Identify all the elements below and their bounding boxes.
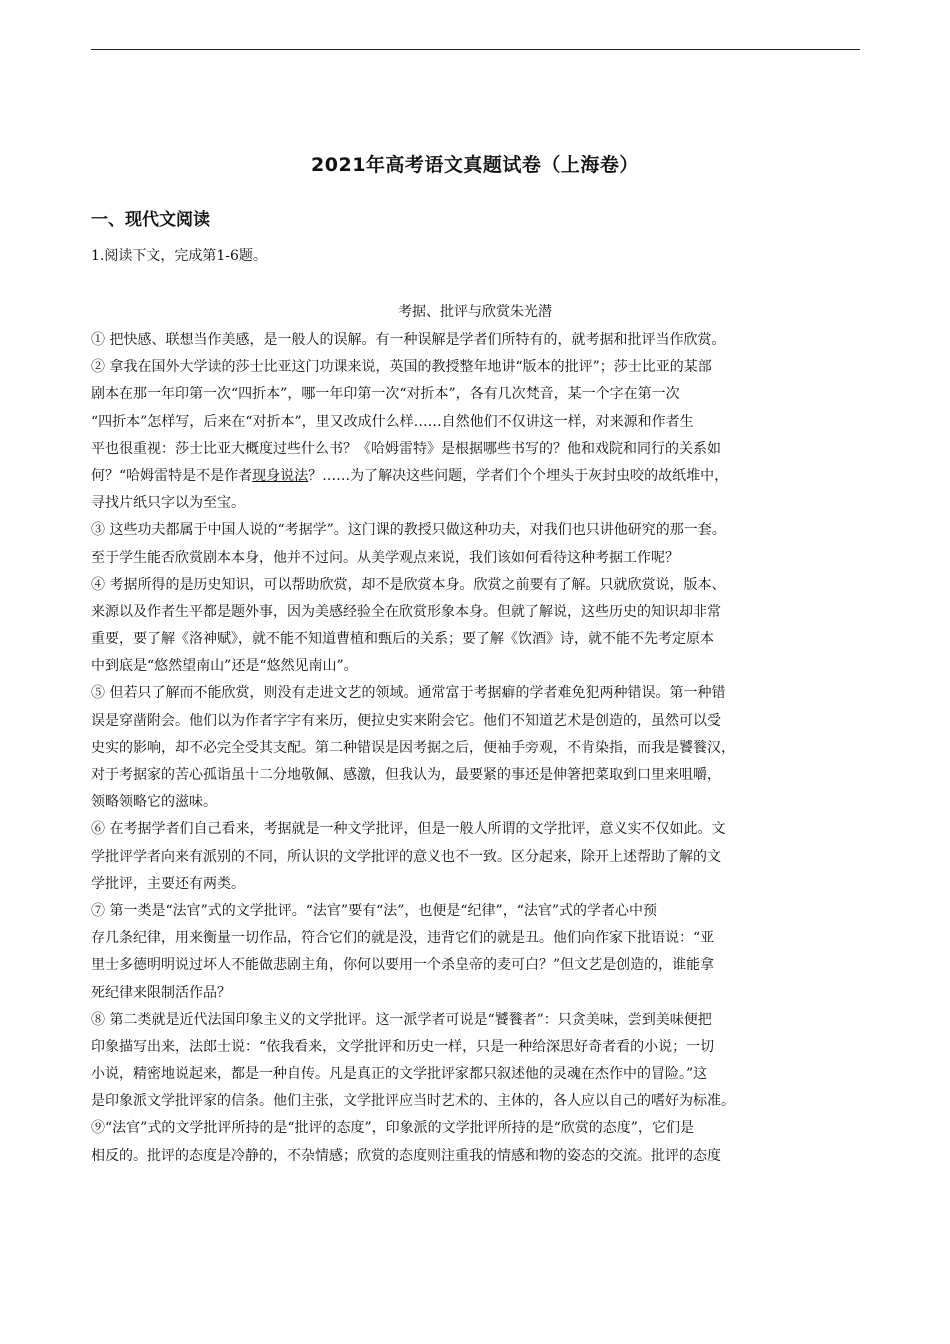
question-instruction: 1.阅读下文，完成第1-6题。 (91, 248, 267, 264)
text-line: ⑧ 第二类就是近代法国印象主义的文学批评。这一派学者可说是“饕餮者”：只贪美味，尝到美味便把 (91, 1011, 712, 1028)
text-line: 学批评，主要还有两类。 (91, 875, 245, 892)
text-line: 重要，要了解《洛神赋》，就不能不知道曹植和甄后的关系；要了解《饮酒》诗，就不能不先考定原本 (91, 631, 714, 648)
text-line: ⑥ 在考据学者们自己看来，考据就是一种文学批评，但是一般人所谓的文学批评，意义实不仅如此。文 (91, 821, 726, 838)
text-line: 是印象派文学批评家的信条。他们主张，文学批评应当时艺术的、主体的，各人应以自己的嗜好为标准。 (91, 1093, 735, 1110)
text-line: 至于学生能否欣赏剧本本身，他并不过问。从美学观点来说，我们该如何看待这种考据工作呢？ (91, 549, 679, 566)
text-line: 中到底是“悠然望南山”还是“悠然见南山”。 (91, 658, 358, 675)
text-line: 寻找片纸只字以为至宝。 (91, 495, 245, 512)
text-line: 剧本在那一年印第一次“四折本”，哪一年印第一次“对折本”，各有几次梵音，某一个字在第一次 (91, 386, 680, 403)
text-line: ④ 考据所得的是历史知识，可以帮助欣赏，却不是欣赏本身。欣赏之前要有了解。只就欣赏说，版本、 (91, 576, 726, 593)
underlined-phrase: 现身说法 (252, 467, 309, 484)
text-line: 相反的。批评的态度是冷静的，不杂情感；欣赏的态度则注重我的情感和物的姿态的交流。批评的态度 (91, 1147, 721, 1164)
text-line: ⑤ 但若只了解而不能欣赏，则没有走进文艺的领域。通常富于考据癖的学者难免犯两种错误。第一种错 (91, 685, 726, 702)
text-line: 存几条纪律，用来衡量一切作品，符合它们的就是没，违背它们的就是丑。他们向作家下批语说：“亚 (91, 930, 715, 947)
text-line: ② 拿我在国外大学读的莎士比亚这门功课来说，英国的教授整年地讲“版本的批评”；莎士比亚的某部 (91, 359, 712, 376)
text-segment: ？……为了解决这些问题，学者们个个埋头于灰封虫咬的故纸堆中， (308, 467, 729, 484)
text-line: 印象描写出来，法郎士说：“依我看来，文学批评和历史一样，只是一种给深思好奇者看的小说；一切 (91, 1038, 715, 1055)
top-rule (91, 49, 860, 50)
text-segment: 何？“哈姆雷特是不是作者 (91, 467, 253, 484)
text-line: 领略领略它的滋味。 (91, 794, 217, 811)
text-line: 误是穿凿附会。他们以为作者字字有来历，便拉史实来附会它。他们不知道艺术是创造的，虽然可以受 (91, 712, 721, 729)
text-line-with-underline (91, 463, 871, 490)
article-title: 考据、批评与欣赏朱光潜 (398, 304, 552, 320)
text-line: “四折本”怎样写，后来在“对折本”，里又改成什么样……自然他们不仅讲这一样，对来源和作者生 (91, 413, 694, 430)
text-line: 来源以及作者生平都是题外事，因为美感经验全在欣赏形象本身。但就了解说，这些历史的知识却非常 (91, 603, 721, 620)
exam-title: 2021年高考语文真题试卷（上海卷） (311, 154, 639, 176)
text-line: 学批评学者向来有派别的不同，所认识的文学批评的意义也不一致。区分起来，除开上述帮助了解的文 (91, 848, 721, 865)
text-line: 对于考据家的苦心孤诣虽十二分地敬佩、感激，但我认为，最要紧的事还是伸箸把菜取到口里来咀嚼， (91, 767, 721, 783)
text-line: ⑨“法官”式的文学批评所持的是“批评的态度”，印象派的文学批评所持的是“欣赏的态度”，它们是 (91, 1120, 694, 1137)
text-line: ① 把快感、联想当作美感，是一般人的误解。有一种误解是学者们所特有的，就考据和批评当作欣赏。 (91, 332, 726, 348)
text-line: 小说，精密地说起来，都是一种自传。凡是真正的文学批评家都只叙述他的灵魂在杰作中的冒险。”这 (91, 1066, 708, 1083)
text-line: 里士多德明明说过坏人不能做悲剧主角，你何以要用一个杀皇帝的麦可白？”但文艺是创造的，谁能拿 (91, 957, 715, 974)
text-line: 平也很重视：莎士比亚大概度过些什么书？《哈姆雷特》是根据哪些书写的？他和戏院和同行的关系如 (91, 440, 721, 457)
text-line: ⑦ 第一类是“法官”式的文学批评。“法官”要有“法”，也便是“纪律”，“法官”式的学者心中预 (91, 902, 658, 919)
text-line: 史实的影响，却不必完全受其支配。第二种错误是因考据之后，便袖手旁观，不肯染指，而我是饕餮汉， (91, 739, 735, 756)
text-line: 死纪律来限制活作品？ (91, 984, 231, 1001)
article-body (91, 327, 871, 1170)
section-heading: 一、现代文阅读 (91, 210, 210, 230)
text-line: ③ 这些功夫都属于中国人说的“考据学”。这门课的教授只做这种功夫，对我们也只讲他研究的那一套。 (91, 522, 726, 539)
